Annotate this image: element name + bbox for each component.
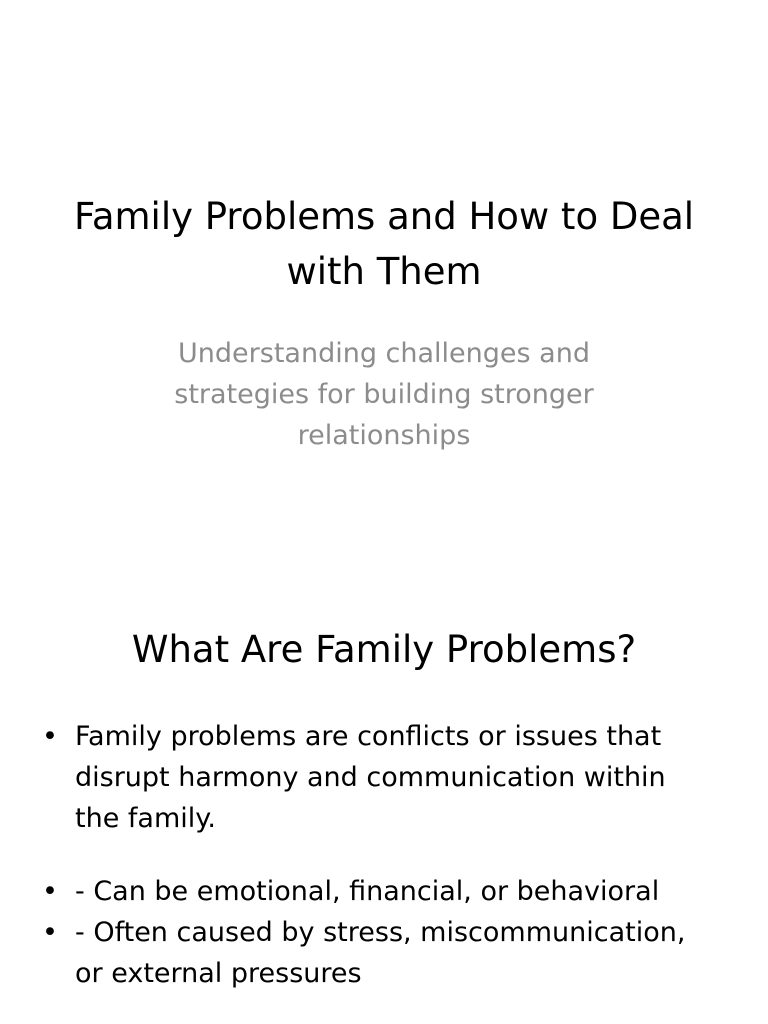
bullet-icon: • (42, 876, 58, 907)
bullet-text: - Often caused by stress, miscommunication, or external pressures (75, 917, 686, 989)
slide-title: Family Problems and How to Deal with Them (73, 195, 695, 293)
bullet-item (38, 871, 718, 912)
slide-title: What Are Family Problems? (131, 628, 637, 671)
bullet-icon: • (42, 917, 58, 948)
bullet-text: - Can be emotional, financial, or behavioral (75, 876, 660, 907)
bullet-text: Family problems are conflicts or issues that disrupt harmony and communication within the family. (75, 721, 666, 834)
content-slide (0, 576, 768, 1024)
bullet-item (38, 912, 718, 994)
slide-subtitle: Understanding challenges and strategies for building stronger relationships (174, 338, 594, 451)
bullet-icon: • (42, 721, 58, 752)
bullet-list (38, 716, 718, 994)
bullet-item (38, 716, 718, 839)
